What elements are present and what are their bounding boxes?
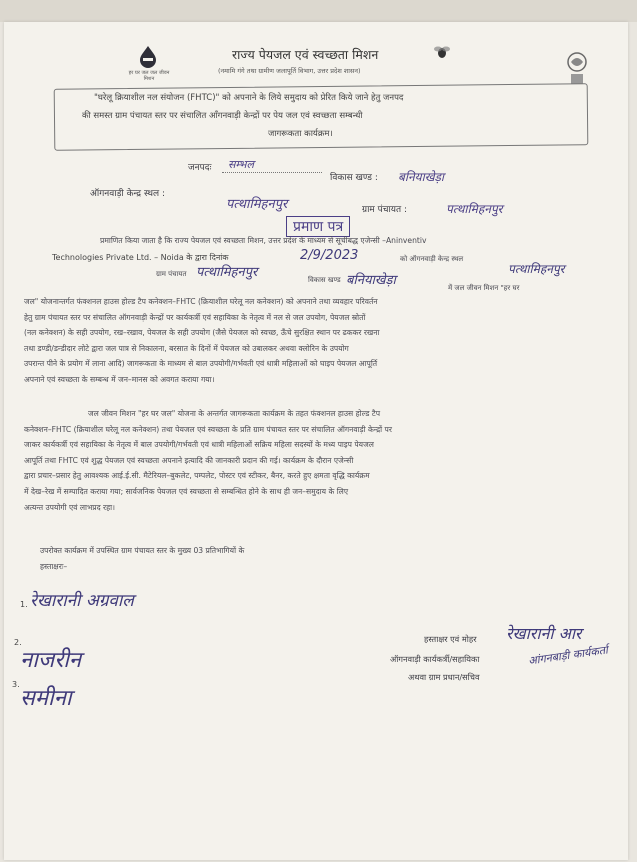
para1-line-7: तथा डण्डी/डन्डीदार लोटे द्वारा जल पात्र से निकालना, बरसात के दिनों में पेयजल को उबालकर अथवा क्लोरिन के उपयोग: [24, 343, 349, 353]
district-underline: [222, 172, 322, 173]
para1-line-3c: में जल जीवन मिशन "हर घर: [448, 284, 520, 292]
center-value: पत्थामिहनपुर: [508, 262, 565, 276]
district-value: सम्भल: [228, 158, 254, 171]
participant-2-signature: नाजरीन: [20, 648, 82, 673]
notice-line-2: की समस्त ग्राम पंचायत स्तर पर संचालित आँगनवाड़ी केन्द्रों पर पेय जल एवं स्वच्छता सम्बन्धी: [82, 111, 363, 121]
participant-3-signature: समीना: [20, 686, 72, 711]
block-value: बनियाखेड़ा: [398, 170, 445, 184]
para1-line-9: अपनाने एवं स्वच्छता के सम्बन्ध में जन–मानस को अवगत कराया गया।: [24, 374, 215, 384]
anganwadi-label: ऑगनवाड़ी केन्द्र स्थल :: [90, 189, 166, 199]
panchayat-value: पत्थामिहनपुर: [446, 202, 503, 216]
official-label-1: हस्ताक्षर एवं मोहर: [424, 634, 477, 644]
top-fold: [0, 0, 637, 22]
para1-block-value: बनियाखेड़ा: [346, 273, 396, 288]
block-label: विकास खण्ड :: [330, 173, 378, 183]
signatures-intro-line-1: उपरोक्त कार्यक्रम में उपस्थित ग्राम पंचायत स्तर के मुख्य 03 प्रतिभागियों के: [40, 546, 245, 555]
para2-line-1: जल जीवन मिशन "हर घर जल" योजना के अन्तर्गत जागरूकता कार्यक्रम के तहत फंक्शनल हाउस होल्ड टैप: [88, 409, 381, 418]
para1-line-3a: ग्राम पंचायत: [156, 270, 187, 278]
para1-line-6: (नल कनेक्शन) के सही उपयोग, रख–रखाव, पेयजल के सही उपयोग (जैसे पेयजल को स्वच्छ, ऊँचे सुरक्षित स्थान पर ढककर रखना: [24, 328, 380, 338]
paragraph-1-body: [24, 294, 604, 388]
official-label-3: अथवा ग्राम प्रधान/सचिव: [408, 672, 480, 682]
official-signature: रेखारानी आर: [506, 624, 582, 643]
para1-panchayat-value: पत्थामिहनपुर: [196, 265, 258, 280]
para2-line-7: अत्यन्त उपयोगी एवं लाभप्रद रहा।: [24, 502, 116, 512]
para2-line-5: द्वारा प्रचार–प्रसार हेतु आवश्यक आई.ई.सी. मैटेरियल–बुकलेट, पम्पलेट, पोस्टर एवं स्टीकर, बैनर, करते हुए क्षमता वृद्धि कार्यक्रम: [24, 471, 370, 481]
page-title: राज्य पेयजल एवं स्वच्छता मिशन: [232, 47, 379, 62]
para2-line-2: कनेक्शन–FHTC (क्रियाशील घरेलू नल कनेक्शन) तथा पेयजल एवं स्वच्छता के प्रति ग्राम पंचायत स्तर पर संचालित ऑगनवाड़ी केन्द्रों पर: [24, 424, 392, 434]
paragraph-2-body: [24, 406, 604, 515]
para1-line-3b: विकास खण्ड: [308, 276, 341, 284]
participant-2-number: 2.: [14, 638, 22, 647]
para1-line-5: हेतु ग्राम पंचायत स्तर पर संचालित ऑगनवाड़ी केन्द्रों पर कार्यकर्त्री एवं सहायिका के नेतृत्व में नल से जल उपयोग, पेयजल स्रोतों: [24, 312, 366, 322]
para1-line-1: प्रमाणित किया जाता है कि राज्य पेयजल एवं स्वच्छता मिशन, उत्तर प्रदेश के माध्यम से सूचीबद्ध एजेन्सी –Aninventiv: [100, 236, 427, 245]
notice-line-1: "घरेलू क्रियाशील नल संयोजन (FHTC)" को अपनाने के लिये समुदाय को प्रेरित किये जाने हेतु जनपद: [94, 93, 404, 103]
signatures-intro-line-2: हस्ताक्षरः–: [40, 562, 68, 571]
para2-line-4: आपूर्ति तथा FHTC एवं शुद्ध पेयजल एवं स्वच्छता अपनाने इत्यादि की जानकारी प्रदान की गई। कार्यक्रम के दौरान एजेन्सी: [24, 455, 354, 465]
anganwadi-value: पत्थामिहनपुर: [226, 197, 288, 212]
official-stamp: आंगनबाड़ी कार्यकर्ता: [527, 643, 609, 668]
page-subtitle: (नमामि गंगे तथा ग्रामीण जलापूर्ति विभाग, उत्तर प्रदेश शासन): [218, 67, 361, 75]
certificate-title: प्रमाण पत्र: [286, 216, 350, 237]
participant-1-number: 1.: [20, 600, 28, 609]
para1-line-4: जल" योजनान्तर्गत फंक्शनल हाउस होल्ड टैप कनेक्शन–FHTC (क्रियाशील घरेलू नल कनेक्शन) को अपनाने तथा व्यवहार परिवर्तन: [24, 297, 378, 306]
official-label-2: ऑगनवाड़ी कार्यकर्त्री/सहायिका: [390, 654, 480, 664]
district-label: जनपदः: [188, 163, 212, 173]
para2-line-3: जाकर कार्यकर्त्री एवं सहायिका के नेतृत्व में बाल उपयोगी/गर्भवती एवं धात्री महिलाओं सक्रिय महिला सदस्यों के मध्य पाइप पेयजल: [24, 440, 374, 450]
para1-line-8: उपरान्त पीने के प्रयोग में लाना आदि) जागरूकता के माध्यम से बाल उपयोगी/गर्भवती एवं धात्री महिलाओं को घाइप पेयजल आपूर्ति: [24, 359, 378, 369]
panchayat-label: ग्राम पंचायत :: [362, 205, 408, 215]
notice-line-3: जागरूकता कार्यक्रम।: [268, 129, 333, 139]
water-drop-tap-logo-icon: [134, 44, 162, 70]
fly-icon: [432, 42, 452, 62]
para2-line-6: में देख–रेख में सम्पादित कराया गया; सार्वजनिक पेयजल एवं स्वच्छता से सम्बन्धित होने के साथ ही जन–समुदाय के लिए: [24, 486, 349, 496]
event-date: 2/9/2023: [300, 248, 359, 263]
logo-text: हर घर जल जल जीवन मिशन: [128, 70, 170, 82]
para1-line-2: Technologies Private Ltd. – Noida के द्वारा दिनांक: [52, 253, 229, 262]
participant-3-number: 3.: [12, 680, 20, 689]
participant-1-signature: रेखारानी अग्रवाल: [30, 591, 134, 611]
para1-line-2b: को ऑगनवाड़ी केन्द्र स्थल: [400, 255, 464, 263]
